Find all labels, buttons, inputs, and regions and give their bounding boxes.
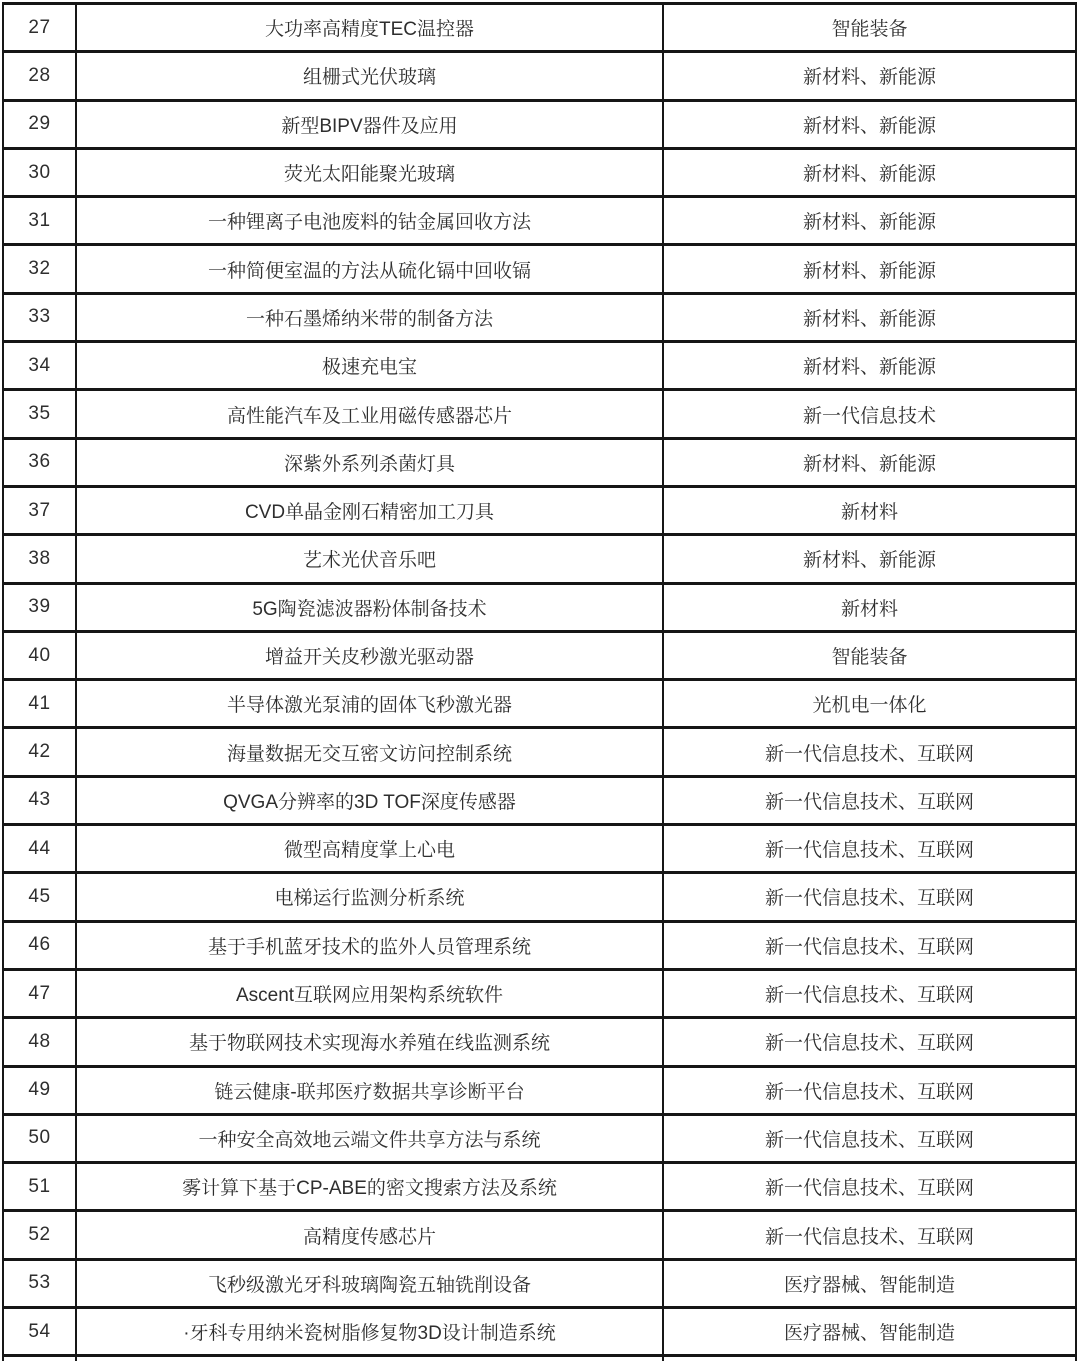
table-row	[3, 438, 1076, 486]
project-name-cell: 荧光太阳能聚光玻璃	[76, 148, 663, 196]
category-cell: 新材料、新能源	[663, 535, 1076, 583]
category-cell: 新一代信息技术	[663, 390, 1076, 438]
category-cell: 新一代信息技术、互联网	[663, 728, 1076, 776]
table-row	[3, 1163, 1076, 1211]
category-cell: 新材料、新能源	[663, 52, 1076, 100]
table-row	[3, 1018, 1076, 1066]
row-number-cell: 52	[3, 1211, 76, 1259]
project-name-cell: 一种锂离子电池废料的钴金属回收方法	[76, 197, 663, 245]
table-row	[3, 535, 1076, 583]
project-name-cell: 链云健康-联邦医疗数据共享诊断平台	[76, 1066, 663, 1114]
row-number-cell: 29	[3, 100, 76, 148]
project-name-cell: 微型高精度掌上心电	[76, 825, 663, 873]
table-row	[3, 100, 1076, 148]
project-table-container	[2, 2, 1078, 1361]
row-number-cell: 36	[3, 438, 76, 486]
category-cell: 新一代信息技术、互联网	[663, 1114, 1076, 1162]
project-name-cell: 大功率高精度TEC温控器	[76, 4, 663, 52]
project-name-cell: 一种安全高效地云端文件共享方法与系统	[76, 1114, 663, 1162]
category-cell: 新材料、新能源	[663, 342, 1076, 390]
category-cell: 智能装备	[663, 631, 1076, 679]
row-number-cell: 35	[3, 390, 76, 438]
category-cell: 医疗器械、智能制造	[663, 1308, 1076, 1356]
category-cell: 新一代信息技术、互联网	[663, 921, 1076, 969]
empty-cell	[3, 1356, 76, 1361]
row-number-cell: 45	[3, 873, 76, 921]
table-row	[3, 390, 1076, 438]
row-number-cell: 48	[3, 1018, 76, 1066]
row-number-cell: 54	[3, 1308, 76, 1356]
row-number-cell: 30	[3, 148, 76, 196]
project-name-cell: 飞秒级激光牙科玻璃陶瓷五轴铣削设备	[76, 1259, 663, 1307]
row-number-cell: 38	[3, 535, 76, 583]
table-row	[3, 728, 1076, 776]
category-cell: 新材料	[663, 583, 1076, 631]
row-number-cell: 32	[3, 245, 76, 293]
table-row	[3, 1211, 1076, 1259]
category-cell: 新材料、新能源	[663, 100, 1076, 148]
row-number-cell: 46	[3, 921, 76, 969]
category-cell: 智能装备	[663, 4, 1076, 52]
table-row	[3, 680, 1076, 728]
category-cell: 新材料、新能源	[663, 438, 1076, 486]
row-number-cell: 42	[3, 728, 76, 776]
row-number-cell: 34	[3, 342, 76, 390]
table-row	[3, 245, 1076, 293]
row-number-cell: 49	[3, 1066, 76, 1114]
row-number-cell: 37	[3, 486, 76, 534]
project-name-cell: 深紫外系列杀菌灯具	[76, 438, 663, 486]
category-cell: 新一代信息技术、互联网	[663, 825, 1076, 873]
empty-cell	[76, 1356, 663, 1361]
project-table	[2, 2, 1077, 1361]
category-cell: 新一代信息技术、互联网	[663, 1163, 1076, 1211]
category-cell: 新材料、新能源	[663, 148, 1076, 196]
category-cell: 新材料	[663, 486, 1076, 534]
category-cell: 光机电一体化	[663, 680, 1076, 728]
category-cell: 医疗器械、智能制造	[663, 1259, 1076, 1307]
row-number-cell: 28	[3, 52, 76, 100]
project-name-cell: 艺术光伏音乐吧	[76, 535, 663, 583]
project-name-cell: 电梯运行监测分析系统	[76, 873, 663, 921]
table-row	[3, 776, 1076, 824]
project-name-cell: 新型BIPV器件及应用	[76, 100, 663, 148]
category-cell: 新一代信息技术、互联网	[663, 969, 1076, 1017]
table-row	[3, 197, 1076, 245]
project-name-cell: 极速充电宝	[76, 342, 663, 390]
row-number-cell: 27	[3, 4, 76, 52]
category-cell: 新一代信息技术、互联网	[663, 1018, 1076, 1066]
row-number-cell: 53	[3, 1259, 76, 1307]
project-table-body	[3, 4, 1076, 1361]
project-name-cell: 一种简便室温的方法从硫化镉中回收镉	[76, 245, 663, 293]
category-cell: 新材料、新能源	[663, 197, 1076, 245]
project-name-cell: 高精度传感芯片	[76, 1211, 663, 1259]
table-row	[3, 486, 1076, 534]
table-row	[3, 4, 1076, 52]
category-cell: 新一代信息技术、互联网	[663, 1211, 1076, 1259]
project-name-cell: ·牙科专用纳米瓷树脂修复物3D设计制造系统	[76, 1308, 663, 1356]
row-number-cell: 47	[3, 969, 76, 1017]
table-row	[3, 825, 1076, 873]
empty-cell	[663, 1356, 1076, 1361]
project-name-cell: 一种石墨烯纳米带的制备方法	[76, 293, 663, 341]
project-name-cell: 半导体激光泵浦的固体飞秒激光器	[76, 680, 663, 728]
table-row	[3, 969, 1076, 1017]
table-row	[3, 52, 1076, 100]
project-name-cell: 5G陶瓷滤波器粉体制备技术	[76, 583, 663, 631]
row-number-cell: 44	[3, 825, 76, 873]
project-name-cell: 组栅式光伏玻璃	[76, 52, 663, 100]
project-name-cell: QVGA分辨率的3D TOF深度传感器	[76, 776, 663, 824]
row-number-cell: 40	[3, 631, 76, 679]
row-number-cell: 41	[3, 680, 76, 728]
project-name-cell: 基于手机蓝牙技术的监外人员管理系统	[76, 921, 663, 969]
table-row	[3, 631, 1076, 679]
project-name-cell: 增益开关皮秒激光驱动器	[76, 631, 663, 679]
table-row	[3, 1308, 1076, 1356]
project-name-cell: 海量数据无交互密文访问控制系统	[76, 728, 663, 776]
table-row	[3, 583, 1076, 631]
table-row	[3, 148, 1076, 196]
project-name-cell: 高性能汽车及工业用磁传感器芯片	[76, 390, 663, 438]
row-number-cell: 50	[3, 1114, 76, 1162]
project-name-cell: 基于物联网技术实现海水养殖在线监测系统	[76, 1018, 663, 1066]
row-number-cell: 31	[3, 197, 76, 245]
row-number-cell: 43	[3, 776, 76, 824]
category-cell: 新一代信息技术、互联网	[663, 873, 1076, 921]
table-row-clipped	[3, 1356, 1076, 1361]
table-row	[3, 1066, 1076, 1114]
table-row	[3, 1259, 1076, 1307]
table-row	[3, 342, 1076, 390]
project-name-cell: Ascent互联网应用架构系统软件	[76, 969, 663, 1017]
table-row	[3, 1114, 1076, 1162]
row-number-cell: 33	[3, 293, 76, 341]
category-cell: 新材料、新能源	[663, 245, 1076, 293]
row-number-cell: 39	[3, 583, 76, 631]
table-row	[3, 293, 1076, 341]
category-cell: 新一代信息技术、互联网	[663, 1066, 1076, 1114]
project-name-cell: 雾计算下基于CP-ABE的密文搜索方法及系统	[76, 1163, 663, 1211]
category-cell: 新材料、新能源	[663, 293, 1076, 341]
table-row	[3, 921, 1076, 969]
row-number-cell: 51	[3, 1163, 76, 1211]
table-row	[3, 873, 1076, 921]
category-cell: 新一代信息技术、互联网	[663, 776, 1076, 824]
project-name-cell: CVD单晶金刚石精密加工刀具	[76, 486, 663, 534]
